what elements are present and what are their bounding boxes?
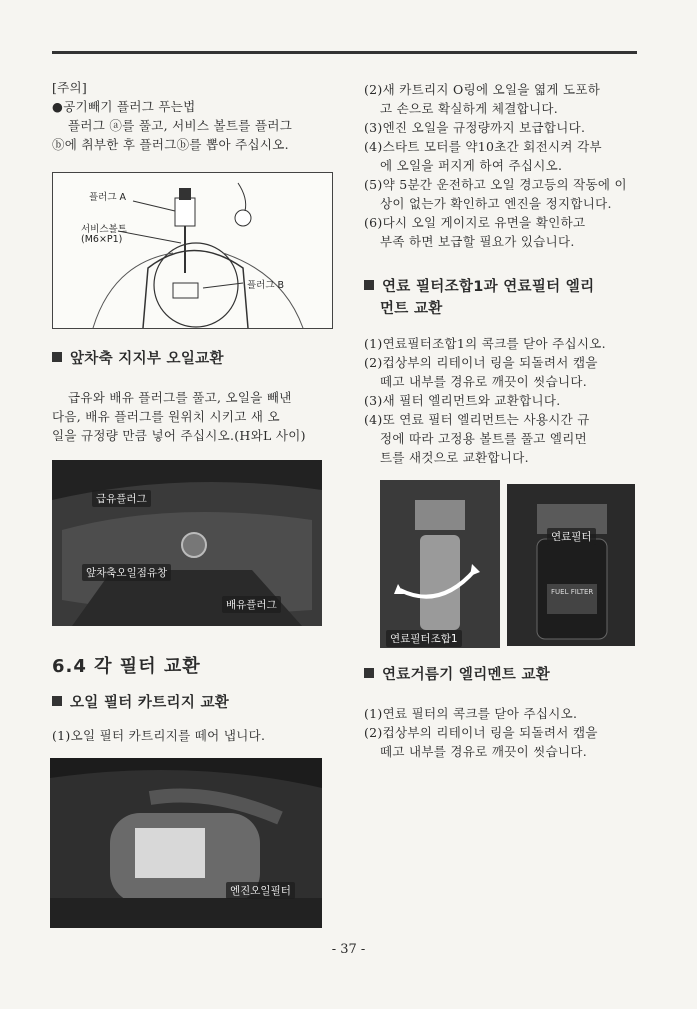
square-bullet-icon	[364, 668, 374, 678]
caution-body-line: ⓑ에 취부한 후 플러그ⓑ를 뽑아 주십시오.	[52, 137, 289, 152]
step-line: 상이 없는가 확인하고 엔진을 정지합니다.	[380, 196, 612, 211]
step-line: (1)오일 필터 카트리지를 떼어 냅니다.	[52, 728, 266, 743]
front-axle-photo	[52, 460, 322, 626]
step-line: (4)스타트 모터를 약10초간 회전시켜 각부	[364, 139, 602, 154]
step-line: 트를 새것으로 교환합니다.	[380, 450, 529, 465]
step-line: 떼고 내부를 경유로 깨끗이 씻습니다.	[380, 374, 587, 389]
right-column-steps	[364, 80, 639, 251]
step-line: (2)컵상부의 리테이너 링을 되돌려서 캡을	[364, 355, 598, 370]
front-axle-oil-label: 앞차축오일점유창	[82, 564, 171, 581]
photo-illustration	[380, 480, 500, 648]
caution-subtitle: ●공기빼기 플러그 푸는법	[52, 99, 196, 114]
step-line: (1)연료필터조합1의 콕크를 닫아 주십시오.	[364, 336, 606, 351]
step-line: 부족 하면 보급할 필요가 있습니다.	[380, 234, 575, 249]
plug-diagram	[52, 172, 333, 329]
fuel-filter-heading-cont: 먼트 교환	[380, 301, 443, 317]
left-column	[52, 78, 342, 154]
engine-oil-filter-label: 엔진오일필터	[226, 882, 295, 899]
square-bullet-icon	[52, 696, 62, 706]
step-line: (2)컵상부의 리테이너 링을 되돌려서 캡을	[364, 725, 598, 740]
caution-title: [주의]	[52, 80, 88, 95]
square-bullet-icon	[52, 352, 62, 362]
fill-plug-label: 급유플러그	[92, 490, 151, 507]
step-line: 떼고 내부를 경유로 깨끗이 씻습니다.	[380, 744, 587, 759]
fuel-filter-photo	[507, 484, 635, 646]
fuel-filter-section	[364, 276, 639, 467]
filter-section	[52, 652, 342, 745]
strainer-heading: 연료거름기 엘리멘트 교환	[364, 664, 639, 686]
step-line: (5)약 5분간 운전하고 오일 경고등의 작동에 이	[364, 177, 627, 192]
front-axle-section	[52, 348, 342, 445]
step-line: (3)엔진 오일을 규정량까지 보급합니다.	[364, 120, 586, 135]
body-line: 다음, 배유 플러그를 원위치 시키고 새 오	[52, 409, 280, 424]
caution-body-line: 플러그 ⓐ를 풀고, 서비스 볼트를 플러그	[68, 118, 293, 133]
square-bullet-icon	[364, 280, 374, 290]
body-line: 급유와 배유 플러그를 풀고, 오일을 빼낸	[68, 390, 292, 405]
fuel-filter-heading: 연료 필터조합1과 연료필터 엘리	[364, 276, 639, 298]
front-axle-heading: 앞차축 지지부 오일교환	[52, 348, 342, 370]
drain-plug-label: 배유플러그	[222, 596, 281, 613]
fuel-filter-label: 연료필터	[547, 528, 596, 545]
step-line: (3)새 필터 엘리먼트와 교환합니다.	[364, 393, 561, 408]
fuel-filter-plate-text: FUEL FILTER	[551, 588, 594, 596]
step-line: (2)새 카트리지 O링에 오일을 엷게 도포하	[364, 82, 601, 97]
fuel-filter-assy-label: 연료필터조합1	[386, 630, 462, 647]
step-line: (1)연료 필터의 콕크를 닫아 주십시오.	[364, 706, 578, 721]
plug-b-label: 플러그 B	[247, 280, 285, 291]
photo-illustration	[507, 484, 635, 646]
body-line: 일을 규정량 만큼 넣어 주십시오.(H와L 사이)	[52, 428, 306, 443]
step-line: 에 오일을 퍼지게 하여 주십시오.	[380, 158, 563, 173]
step-line: (6)다시 오일 게이지로 유면을 확인하고	[364, 215, 586, 230]
step-line: (4)또 연료 필터 엘리먼트는 사용시간 규	[364, 412, 590, 427]
step-line: 정에 따라 고정용 볼트를 풀고 엘리먼	[380, 431, 587, 446]
section-title: 6.4 각 필터 교환	[52, 656, 201, 677]
oil-filter-heading: 오일 필터 카트리지 교환	[52, 692, 342, 714]
page-number: - 37 -	[331, 942, 366, 957]
step-line: 고 손으로 확실하게 체결합니다.	[380, 101, 558, 116]
service-bolt-label: 서비스볼트	[81, 224, 127, 235]
photo-illustration	[52, 460, 322, 626]
plug-a-label: 플러그 A	[89, 192, 127, 203]
engine-oil-filter-photo	[50, 758, 322, 928]
top-rule	[52, 51, 637, 54]
bolt-spec-label: (M6×P1)	[81, 234, 123, 245]
photo-illustration	[50, 758, 322, 928]
fuel-filter-assy-photo	[380, 480, 500, 648]
strainer-section	[364, 664, 639, 761]
